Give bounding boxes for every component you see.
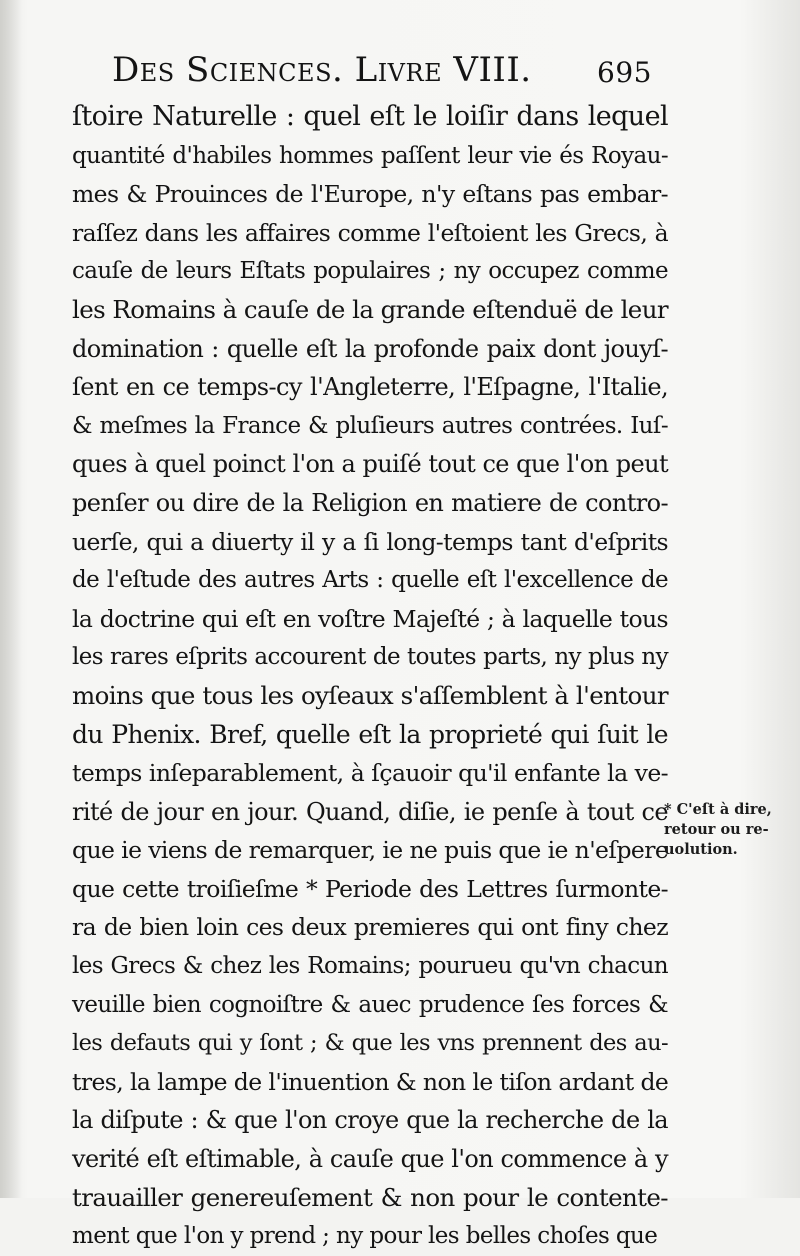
text-line: penſer ou dire de la Religion en matiere de contro- — [72, 488, 668, 517]
text-line: les Grecs & chez les Romains; pourueu qu'vn chacun — [72, 953, 668, 980]
text-line: les rares eſprits accourent de toutes parts, ny plus ny — [72, 644, 668, 671]
text-line: que ie viens de remarquer, ie ne puis que ie n'eſpere — [72, 836, 669, 865]
text-line: du Phenix. Bref, quelle eſt la proprieté qui ſuit le — [72, 719, 668, 749]
margin-note-line: * C'eſt à dire, — [664, 801, 772, 818]
body-text — [72, 98, 668, 1256]
text-line: ra de bien loin ces deux premieres qui ont finy chez — [72, 913, 668, 942]
running-head: Des Sciences. Livre VIII. — [112, 50, 532, 90]
text-line: cauſe de leurs Eſtats populaires ; ny occupez comme — [72, 258, 668, 285]
text-line: ment que l'on y prend ; ny pour les belles choſes que — [72, 1223, 658, 1250]
text-line: mes & Prouinces de l'Europe, n'y eſtans pas embar- — [72, 180, 668, 209]
text-line: rité de jour en jour. Quand, diſie, ie penſe à tout ce — [72, 797, 668, 826]
text-line: uerſe, qui a diuerty il y a ſi long-temps tant d'eſprits — [72, 527, 668, 556]
margin-note-line: uolution. — [664, 841, 738, 858]
text-line: ques à quel poinct l'on a puiſé tout ce que l'on peut — [72, 450, 668, 479]
text-line: les defauts qui y ſont ; & que les vns prennent des au- — [72, 1030, 668, 1057]
gutter-shadow — [0, 0, 22, 1198]
text-line: les Romains à cauſe de la grande eſtenduë de leur — [72, 294, 668, 324]
text-line: veuille bien cognoiſtre & auec prudence ſes forces & — [72, 991, 668, 1018]
text-line: ſent en ce temps-cy l'Angleterre, l'Eſpagne, l'Italie, — [72, 373, 668, 402]
text-line: la diſpute : & que l'on croye que la recherche de la — [72, 1106, 668, 1135]
text-line: la doctrine qui eſt en voſtre Majeſté ; à laquelle tous — [72, 604, 668, 633]
text-line: tres, la lampe de l'inuention & non le tiſon ardant de — [72, 1067, 669, 1096]
text-line: ſtoire Naturelle : quel eſt le loiſir dans lequel — [72, 101, 668, 132]
text-line: trauailler genereuſement & non pour le contente- — [72, 1182, 668, 1212]
text-line: de l'eſtude des autres Arts : quelle eſt l'excellence de — [72, 567, 668, 594]
text-line: temps inſeparablement, à ſçauoir qu'il enfante la ve- — [72, 759, 668, 788]
margin-note — [664, 800, 792, 860]
text-line: & meſmes la France & pluſieurs autres contrées. Iuſ- — [72, 412, 668, 439]
margin-note-line: retour ou re- — [664, 821, 769, 838]
text-line: que cette troiſieſme * Periode des Lettres ſurmonte- — [72, 874, 668, 903]
text-line: moins que tous les oyſeaux s'aſſemblent à l'entour — [72, 680, 668, 710]
text-line: raſſez dans les affaires comme l'eſtoient les Grecs, à — [72, 218, 668, 247]
text-line: domination : quelle eſt la profonde paix dont jouyſ- — [72, 334, 668, 363]
page-header — [112, 50, 652, 98]
text-line: quantité d'habiles hommes paſſent leur vie és Royau- — [72, 142, 668, 169]
page-number: 695 — [597, 56, 652, 89]
text-line: verité eſt eſtimable, à cauſe que l'on commence à y — [72, 1145, 668, 1174]
